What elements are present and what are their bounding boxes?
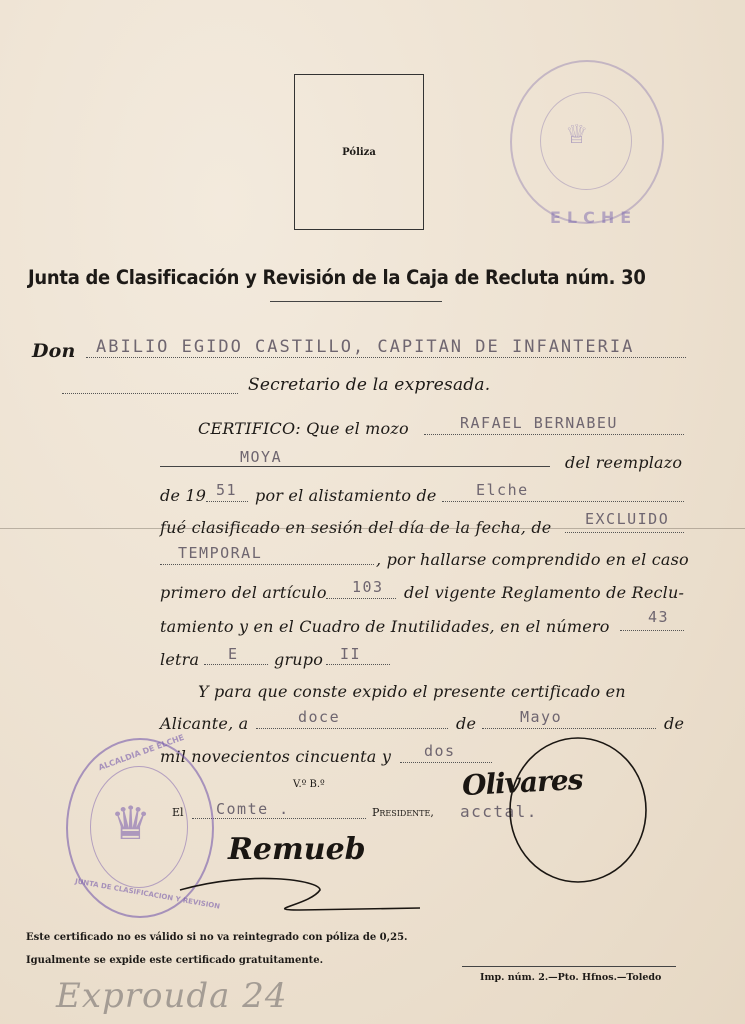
coat-of-arms-icon: ♛ [110,796,152,850]
conste-year-text: mil novecientos cincuenta y [160,747,392,766]
conste-de1: de [456,714,477,733]
year-suffix: 51 [216,481,238,499]
letra-value: E [228,645,239,663]
clasificado-label: fué clasificado en sesión del día de la fecha, de [160,518,552,537]
reemplazo-label: del reemplazo [565,453,683,472]
conste-line1: Y para que conste expido el presente certificado en [198,682,626,701]
grupo-value: II [340,645,362,663]
conste-de2: de [664,714,685,733]
conste-year-value: dos [424,742,456,760]
presidente-label: Presidente, [372,806,434,819]
conste-month: Mayo [520,708,563,726]
temporal-value: TEMPORAL [178,544,263,562]
printer-imprint: Imp. núm. 2.—Pto. Hfnos.—Toledo [480,972,662,983]
footer-line2: Igualmente se expide este certificado gratuitamente. [26,955,324,966]
letra-label: letra [160,650,200,669]
acctal-label: acctal. [460,802,538,821]
comte-label: Comte . [216,800,290,818]
visto-bueno: V.º B.º [293,779,325,790]
stamp-text-bottom: JUNTA DE CLASIFICACION Y REVISION [74,877,221,911]
don-name: ABILIO EGIDO CASTILLO, CAPITAN DE INFANTERIA [96,337,635,357]
caso-label: , por hallarse comprendido en el caso [376,550,689,569]
alistamiento-label: por el alistamiento de [255,486,437,505]
conste-city: Alicante, a [160,714,249,733]
poliza-box [294,74,424,230]
el-label: El [172,806,184,819]
articulo-value: 103 [352,578,384,596]
handwritten-note: Exprouda 24 [56,976,288,1016]
top-stamp: ♕ ELCHE [510,60,670,230]
document-heading: Junta de Clasificación y Revisión de la Caja de Recluta núm. 30 [28,266,646,289]
poliza-label: Póliza [342,147,376,158]
cuadro-label: tamiento y en el Cuadro de Inutilidades, en el número [160,617,610,636]
signature-left: Remueb [228,832,366,867]
clasificado-value: EXCLUIDO [585,510,670,528]
don-label: Don [32,340,76,362]
year-prefix: de 19 [160,486,207,505]
signature-flourish-right [500,732,660,892]
numero-value: 43 [648,608,670,626]
articulo-label: primero del artículo [160,583,327,602]
certifico-intro: CERTIFICO: Que el mozo [198,419,409,438]
secretario-text: Secretario de la expresada. [248,375,491,395]
reglamento-label: del vigente Reglamento de Reclu- [404,583,685,602]
conste-day: doce [298,708,341,726]
stamp-text-top: ALCALDIA DE ELCHE [97,732,186,773]
mozo-name-line2: MOYA [240,448,283,466]
signature-right: Olivares [461,762,584,803]
mozo-name-line1: RAFAEL BERNABEU [460,414,618,432]
signature-flourish-left [170,860,430,920]
heading-underline [270,301,442,302]
alistamiento-value: Elche [476,481,529,499]
footer-line1: Este certificado no es válido si no va reintegrado con póliza de 0,25. [26,932,408,943]
grupo-label: grupo [274,650,324,669]
